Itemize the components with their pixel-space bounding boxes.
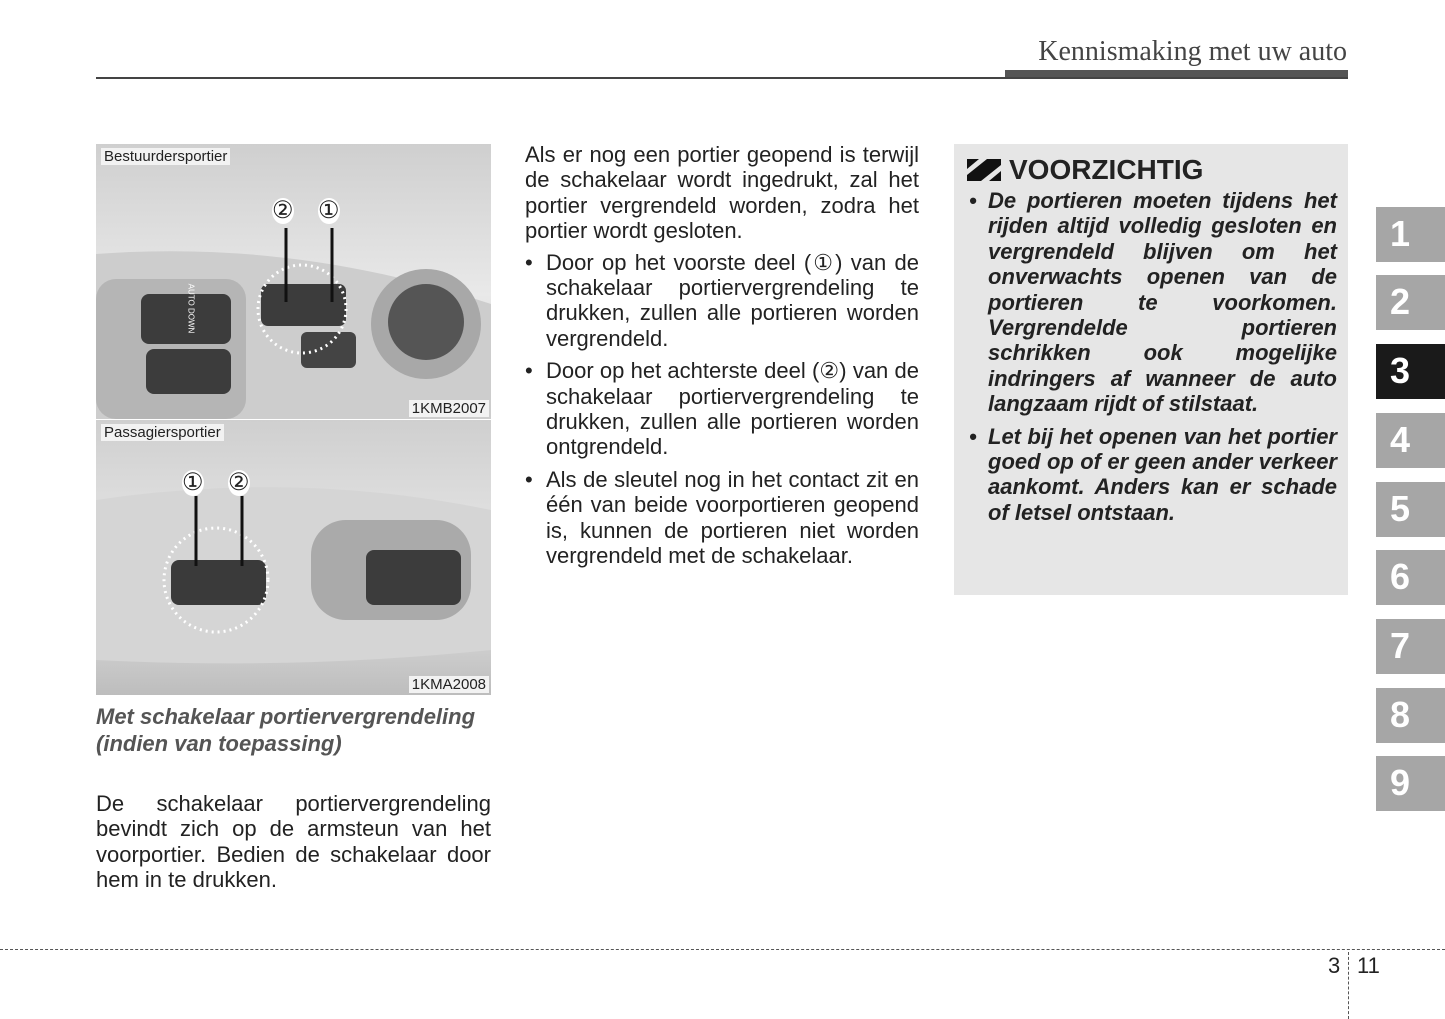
chapter-tab-1[interactable]: 1: [1376, 207, 1445, 262]
bullet-item: • Door op het voorste deel (①) van de schakelaar portiervergrendeling te drukken, zullen alle portieren worden vergrendeld.: [525, 250, 919, 352]
intro-paragraph: Als er nog een portier geopend is terwijl de schakelaar wordt ingedrukt, zal het portier vergrendeld worden, zodra het portier wordt gesloten.: [525, 142, 919, 244]
section-body: De schakelaar portiervergrendeling bevindt zich op de armsteun van het voorportier. Bedien de schakelaar door hem in te drukken.: [96, 791, 491, 893]
caution-box: [954, 144, 1348, 595]
figure-code: 1KMB2007: [409, 400, 489, 417]
caution-title: VOORZICHTIG: [1009, 154, 1204, 185]
footer-rule: [0, 949, 1445, 950]
driver-door-switch-illustration: [96, 144, 491, 419]
bullet-item: • Als de sleutel nog in het contact zit en één van beide voorportieren geopend is, kunnen de portieren niet worden vergrendeld met de schakelaar.: [525, 467, 919, 569]
chapter-tab-4[interactable]: 4: [1376, 413, 1445, 468]
page-number-separator: [1348, 952, 1349, 1019]
chapter-tab-8[interactable]: 8: [1376, 688, 1445, 743]
figure-label: Passagiersportier: [101, 424, 224, 441]
chapter-tab-7[interactable]: 7: [1376, 619, 1445, 674]
marker-2: ②: [228, 469, 250, 496]
middle-column: [525, 142, 919, 576]
passenger-door-switch-illustration: [96, 420, 491, 695]
header-rule: [96, 77, 1348, 79]
auto-down-label: AUTO DOWN: [186, 283, 196, 334]
chapter-number: 3: [1328, 953, 1341, 978]
figure-code: 1KMA2008: [409, 676, 489, 693]
chapter-tab-5[interactable]: 5: [1376, 482, 1445, 537]
caution-item: • De portieren moeten tijdens het rijden altijd volledig gesloten en vergrendeld blijven om het onverwachts openen van de portieren te voorkomen. Vergrendelde portieren schrikken ook mogelijke indringers af wanneer de auto langzaam rijdt of stilstaat.: [967, 188, 1337, 417]
figure-driver-door: [96, 144, 491, 419]
figure-passenger-door: [96, 420, 491, 695]
chapter-tab-9[interactable]: 9: [1376, 756, 1445, 811]
caution-slash-icon: [967, 159, 1001, 181]
chapter-tab-3[interactable]: 3: [1376, 344, 1445, 399]
running-header: Kennismaking met uw auto: [1038, 36, 1347, 67]
chapter-tab-2[interactable]: 2: [1376, 275, 1445, 330]
page-number: 11: [1357, 953, 1380, 978]
chapter-tab-6[interactable]: 6: [1376, 550, 1445, 605]
caution-item: • Let bij het openen van het portier goed op of er geen ander verkeer aankomt. Anders kan er schade of letsel ontstaan.: [967, 424, 1337, 526]
marker-1: ①: [318, 197, 340, 224]
figure-label: Bestuurdersportier: [101, 148, 230, 165]
marker-1: ①: [182, 469, 204, 496]
marker-2: ②: [272, 197, 294, 224]
section-heading: Met schakelaar portiervergrendeling (indien van toepassing): [96, 704, 476, 756]
bullet-item: • Door op het achterste deel (②) van de schakelaar portiervergrendeling te drukken, zullen alle portieren worden ontgrendeld.: [525, 358, 919, 460]
